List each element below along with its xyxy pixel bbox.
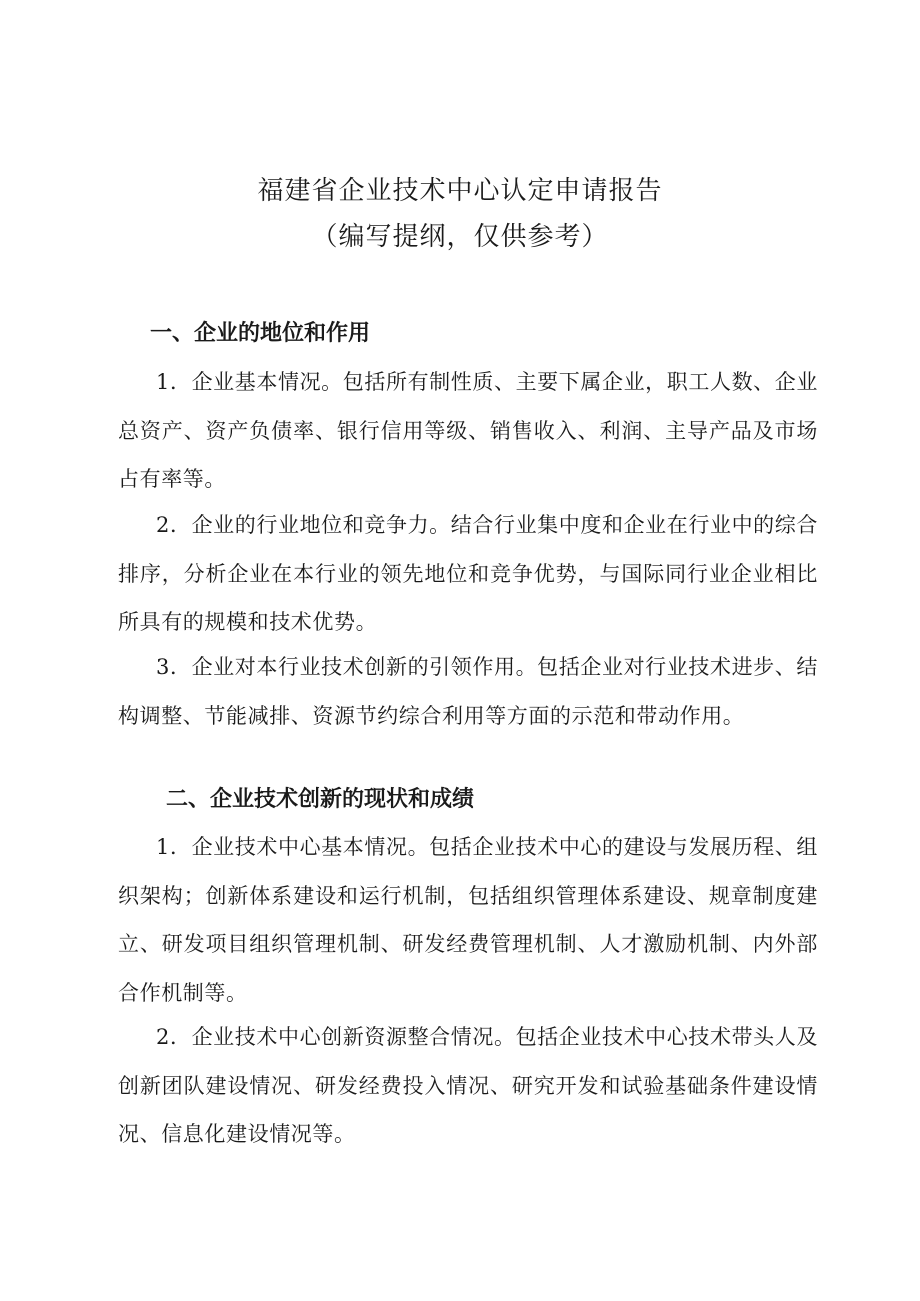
- paragraph-2-2: 2．企业技术中心创新资源整合情况。包括企业技术中心技术带头人及创新团队建设情况、研发经费投入情况、研究开发和试验基础条件建设情况、信息化建设情况等。: [118, 1025, 818, 1146]
- paragraph-1-2: 2．企业的行业地位和竞争力。结合行业集中度和企业在行业中的综合排序，分析企业在本行业的领先地位和竞争优势，与国际同行业企业相比所具有的规模和技术优势。: [118, 513, 818, 634]
- section-heading-2: 二、企业技术创新的现状和成绩: [166, 787, 475, 812]
- document-subtitle: （编写提纲，仅供参考）: [311, 222, 609, 252]
- paragraph-2-1: 1．企业技术中心基本情况。包括企业技术中心的建设与发展历程、组织架构；创新体系建设和运行机制，包括组织管理体系建设、规章制度建立、研发项目组织管理机制、研发经费管理机制、人才激励机制、内外部合作机制等。: [118, 835, 818, 1005]
- document-title: 福建省企业技术中心认定申请报告: [257, 176, 663, 206]
- paragraph-1-1: 1．企业基本情况。包括所有制性质、主要下属企业，职工人数、企业总资产、资产负债率、银行信用等级、销售收入、利润、主导产品及市场占有率等。: [118, 370, 818, 491]
- section-heading-1: 一、企业的地位和作用: [150, 321, 371, 346]
- paragraph-1-3: 3．企业对本行业技术创新的引领作用。包括企业对行业技术进步、结构调整、节能减排、资源节约综合利用等方面的示范和带动作用。: [118, 655, 818, 728]
